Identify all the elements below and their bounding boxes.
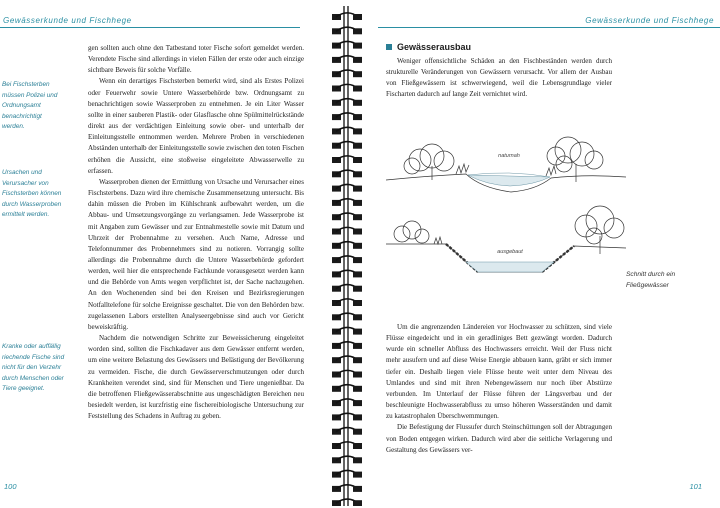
section-square-icon <box>386 44 392 50</box>
right-intro-text <box>386 56 612 101</box>
binding-hole <box>353 329 362 335</box>
figure-label-ausgebaut: ausgebaut <box>497 249 523 255</box>
running-head-left: Gewässerkunde und Fischhege <box>3 16 132 25</box>
binding-hole <box>353 128 362 134</box>
binding-hole <box>353 114 362 120</box>
binding-hole <box>353 300 362 306</box>
sidenote-line: Fischsterben können <box>2 190 62 198</box>
sidenote-line: Ordnungsamt <box>2 102 41 110</box>
left-body-text <box>88 43 304 422</box>
figure-caption <box>626 270 716 292</box>
binding-hole <box>353 186 362 192</box>
sidenote-ursachen <box>2 168 78 221</box>
right-page <box>372 0 720 508</box>
spiral-binding-icon <box>326 6 368 506</box>
binding-hole <box>353 372 362 378</box>
binding-hole <box>353 443 362 449</box>
sidenote-line: Tiere geeignet. <box>2 385 45 393</box>
binding-hole <box>353 429 362 435</box>
page-number-left: 100 <box>4 482 17 491</box>
paragraph: Nachdem die notwendigen Schritte zur Beweissicherung eingeleitet worden sind, sollten die Fischkadaver aus dem Gewässer entfernt werden, um eine weitere Belastung des Gewässers und Belästigung der Bevölkerung zu vermeiden. Fische, die durch Gewässerverschmutzungen oder durch Krankheiten verendet sind, sind für Menschen und Tiere ungenießbar. Da die betroffenen Fließgewässerabschnitte aus ungeschädigten Bereichen neu besiedelt werden, ist kurzfristig eine fischereibiologische Untersuchung zur Feststellung des Schadens in Auftrag zu geben. <box>88 334 304 421</box>
sidenote-line: ermittelt werden. <box>2 211 50 219</box>
binding-hole <box>353 472 362 478</box>
sidenote-line: nicht für den Verzehr <box>2 364 62 372</box>
binding-hole <box>353 457 362 463</box>
binding-hole <box>353 286 362 292</box>
binding-hole <box>353 257 362 263</box>
figure-ausgebaut <box>386 196 626 280</box>
paragraph: Wasserproben dienen der Ermittlung von Ursache und Verursacher eines Fischsterbens. Dazu wird ihre chemische Zusammensetzung untersucht. Bis dahin müssen die Proben im Kühlschrank aufbewahrt werden, um die Abbau- und Umsetzungsvorgänge zu verlangsamen. Jede Wasserprobe ist mit Angaben zum Gewässer und zur Entnahmestelle sowie mit Datum und Uhrzeit der Probennahme zu versehen. Auch Name, Adresse und Telefonnummer des Probennehmers sind zu notieren. Vorrangig sollte allerdings die Probennahme durch die Untere Wasserbehörde gefordert werden, weil hier die entsprechende Fachkunde vorausgesetzt werden kann und die Behörde von Amts wegen verpflichtet ist, der Sache nachzugehen. An den Wochenenden sind bei den Kreisen und Bezirksregierungen Notfalltelefone für solche Ereignisse geschaltet. Die von den Behörden bzw. zugelassenen Labors erstellten Analyseergebnisse sind auch vor Gericht beweiskräftig. <box>88 177 304 331</box>
binding-hole <box>353 314 362 320</box>
sidenote-line: Bei Fischsterben <box>2 81 50 88</box>
caption-line: Fließgewässer <box>626 281 669 289</box>
figure-naturnah <box>386 130 626 200</box>
binding-hole <box>353 171 362 177</box>
sidenote-fischsterben <box>2 80 78 133</box>
page-number-right: 101 <box>689 482 702 491</box>
left-page <box>0 0 348 508</box>
binding-hole <box>353 400 362 406</box>
binding-hole <box>353 200 362 206</box>
sidenote-line: durch Wasserproben <box>2 200 62 208</box>
running-head-right: Gewässerkunde und Fischhege <box>585 16 714 25</box>
sidenote-line: müssen Polizei und <box>2 91 58 99</box>
section-title-text: Gewässerausbau <box>397 42 472 52</box>
header-rule-right <box>378 27 720 28</box>
sidenote-line: Kranke oder auffällig <box>2 343 61 350</box>
paragraph: Weniger offensichtliche Schäden an den Fischbeständen werden durch strukturelle Veränderungen von Gewässern verursacht. Vor allem der Ausbau von Fließgewässern ist schwerwiegend, weil die Lebensgrundlage vieler Fischarten dadurch auf lange Zeit vernichtet wird. <box>386 57 612 99</box>
binding-hole <box>353 157 362 163</box>
binding-hole <box>353 100 362 106</box>
binding-hole <box>353 386 362 392</box>
binding-hole <box>353 500 362 506</box>
right-body-text <box>386 322 612 456</box>
binding-hole <box>353 229 362 235</box>
binding-hole <box>353 214 362 220</box>
binding-hole <box>353 357 362 363</box>
sidenote-kranke-fische <box>2 342 78 395</box>
paragraph: gen sollten auch ohne den Tatbestand toter Fische sofort gemeldet werden. Verendete Fische sind allerdings in vielen Fällen der erste oder auch einzige sichtbare Beweis für solche Vorfälle. <box>88 44 304 75</box>
paragraph: Die Befestigung der Flussufer durch Steinschüttungen soll der Abtragungen von Boden entgegen wirken. Dadurch wird aber die seitliche Verlagerung und Gestaltung des Gewässers ver- <box>386 423 612 454</box>
binding-hole <box>353 86 362 92</box>
binding-hole <box>353 57 362 63</box>
binding-hole <box>353 28 362 34</box>
section-title <box>386 42 471 52</box>
paragraph: Wenn ein derartiges Fischsterben bemerkt wird, sind als Erstes Polizei oder Feuerwehr sowie Untere Wasserbehörde bzw. Ordnungsamt zu benachrichtigen sowie Wasserproben zu entnehmen. Je ein Liter Wasser sollte in einer sauberen Plastik- oder Glasflasche ohne Spülmittelrückstände direkt aus der verdächtigen Einleitung sowie ober- und unterhalb der Einleitungsstelle entnommen werden. Mehrere Proben in verschiedenen Abständen unterhalb der Einleitungsstelle sowie zwischen den toten Fischen erhöhen die Aussicht, eine stoßweise eingeleitete Abwasserwelle zu erfassen. <box>88 77 304 175</box>
binding-hole <box>353 143 362 149</box>
header-rule-left <box>0 27 300 28</box>
sidenote-line: Ursachen und <box>2 169 42 176</box>
sidenote-line: riechende Fische sind <box>2 353 65 361</box>
binding-hole <box>353 486 362 492</box>
figure-label-naturnah: naturnah <box>498 153 520 159</box>
binding-hole <box>353 43 362 49</box>
binding-hole <box>353 343 362 349</box>
binding-hole <box>353 14 362 20</box>
sidenote-line: Verursacher von <box>2 179 49 187</box>
caption-line: Schnitt durch ein <box>626 271 676 278</box>
binding-hole <box>353 243 362 249</box>
sidenote-line: werden. <box>2 123 25 131</box>
sidenote-line: benachrichtigt <box>2 112 42 120</box>
binding-hole <box>353 71 362 77</box>
sidenote-line: durch Menschen oder <box>2 374 64 382</box>
binding-hole <box>353 271 362 277</box>
paragraph: Um die angrenzenden Ländereien vor Hochwasser zu schützen, sind viele Flüsse eingedeicht und in ein geradliniges Bett gezwängt worden. Dadurch wurde ein schneller Abfluss des Hochwassers erreicht. Weil der Fluss nicht mehr ausufern und auf diese Weise Energie abbauen kann, gräbt er sich immer tiefer ein. Deshalb liegen viele Flüsse heute weit unter dem Niveau des Umlandes und sind mit ihren Nebengewässern nur noch über Abstürze verbunden. Im Unterlauf der Flüsse führen der Längsverbau und der beschleunigte Hochwasserabfluss zu umso höheren Wasserständen und damit zu katastrophalen Überschwemmungen. <box>386 323 612 421</box>
binding-hole <box>353 414 362 420</box>
